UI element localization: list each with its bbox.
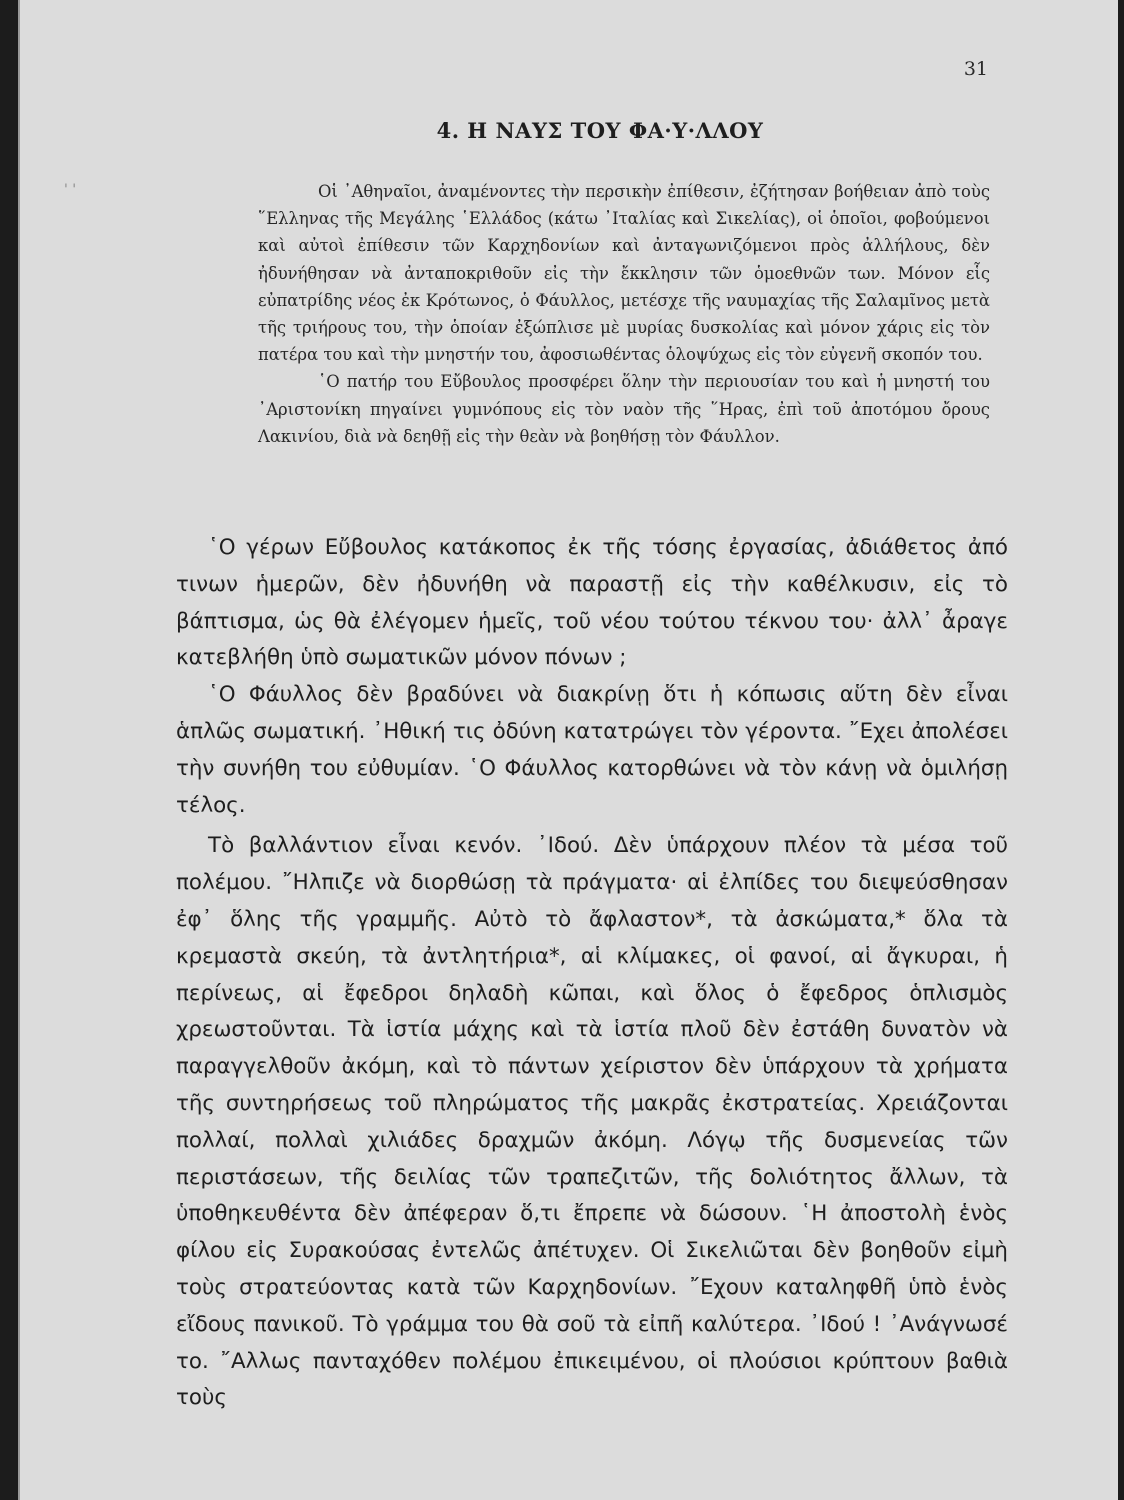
body-text bbox=[176, 530, 1008, 1417]
page-number: 31 bbox=[963, 58, 988, 80]
body-paragraph: ῾Ο Φάυλλος δὲν βραδύνει νὰ διακρίνῃ ὅτι ἡ κόπωσις αὕτη δὲν εἶναι ἁπλῶς σωματική. ᾽Ηθική τις ὀδύνη κατατρώγει τὸν γέροντα. ῎Εχει ἀπολέσει τὴν συνήθη του εὐθυμίαν. ῾Ο Φάυλλος κατορθώνει νὰ τὸν κάνῃ νὰ ὁμιλήσῃ τέλος. bbox=[176, 682, 1008, 818]
chapter-summary bbox=[258, 178, 990, 450]
body-paragraph: ῾Ο γέρων Εὔβουλος κατάκοπος ἐκ τῆς τόσης ἐργασίας, ἀδιάθετος ἀπό τινων ἡμερῶν, δὲν ἠδυνήθη νὰ παραστῇ εἰς τὴν καθέλκυσιν, εἰς τὸ βάπτισμα, ὡς θὰ ἐλέγομεν ἡμεῖς, τοῦ νέου τούτου τέκνου του· ἀλλ᾽ ἆραγε κατεβλήθη ὑπὸ σωματικῶν μόνον πόνων ; bbox=[176, 535, 1008, 671]
chapter-title: 4. Η ΝΑΥΣ ΤΟΥ ΦΑ·Υ·ΛΛΟΥ bbox=[436, 118, 764, 143]
book-page bbox=[18, 0, 1118, 1500]
summary-paragraph: Οἱ ᾽Αθηναῖοι, ἀναμένοντες τὴν περσικὴν ἐπίθεσιν, ἐζήτησαν βοήθειαν ἀπὸ τοὺς ῞Ελληνας τῆς Μεγάλης ῾Ελλάδος (κάτω ᾽Ιταλίας καὶ Σικελίας), οἱ ὁποῖοι, φοβούμενοι καὶ αὐτοὶ ἐπίθεσιν τῶν Καρχηδονίων καὶ ἀνταγωνιζόμενοι πρὸς ἀλλήλους, δὲν ἠδυνήθησαν νὰ ἀνταποκριθοῦν εἰς τὴν ἔκκλησιν τῶν ὁμοεθνῶν των. Μόνον εἷς εὐπατρίδης νέος ἐκ Κρότωνος, ὁ Φάυλλος, μετέσχε τῆς ναυμαχίας τῆς Σαλαμῖνος μετὰ τῆς τριήρους του, τὴν ὁποίαν ἐξώπλισε μὲ μυρίας δυσκολίας καὶ μόνον χάρις εἰς τὸν πατέρα του καὶ τὴν μνηστήν του, ἀφοσιωθέντας ὁλοψύχως εἰς τὸν εὐγενῆ σκοπόν του. bbox=[258, 182, 990, 365]
body-paragraph: Τὸ βαλλάντιον εἶναι κενόν. ᾽Ιδού. Δὲν ὑπάρχουν πλέον τὰ μέσα τοῦ πολέμου. ῎Ηλπιζε νὰ διορθώσῃ τὰ πράγματα· αἱ ἐλπίδες του διεψεύσθησαν ἐφ᾽ ὅλης τῆς γραμμῆς. Αὐτὸ τὸ ἄφλαστον*, τὰ ἀσκώματα,* ὅλα τὰ κρεμαστὰ σκεύη, τὰ ἀντλητήρια*, αἱ κλίμακες, οἱ φανοί, αἱ ἄγκυραι, ἡ περίνεως, αἱ ἔφεδροι δηλαδὴ κῶπαι, καὶ ὅλος ὁ ἔφεδρος ὁπλισμὸς χρεωστοῦνται. Τὰ ἱστία μάχης καὶ τὰ ἱστία πλοῦ δὲν ἐστάθη δυνατὸν νὰ παραγγελθοῦν ἀκόμη, καὶ τὸ πάντων χείριστον δὲν ὑπάρχουν τὰ χρήματα τῆς συντηρήσεως τοῦ πληρώματος τῆς μακρᾶς ἐκστρατείας. Χρειάζονται πολλαί, πολλαὶ χιλιάδες δραχμῶν ἀκόμη. Λόγῳ τῆς δυσμενείας τῶν περιστάσεων, τῆς δειλίας τῶν τραπεζιτῶν, τῆς δολιότητος ἄλλων, τὰ ὑποθηκευθέντα δὲν ἀπέφεραν ὅ,τι ἔπρεπε νὰ δώσουν. ῾Η ἀποστολὴ ἑνὸς φίλου εἰς Συρακούσας ἐντελῶς ἀπέτυχεν. Οἱ Σικελιῶται δὲν βοηθοῦν εἰμὴ τοὺς στρατεύοντας κατὰ τῶν Καρχηδονίων. ῎Εχουν καταληφθῆ ὑπὸ ἑνὸς εἴδους πανικοῦ. Τὸ γράμμα του θὰ σοῦ τὰ εἰπῆ καλύτερα. ᾽Ιδού ! ᾽Ανάγνωσέ το. ῎Αλλως πανταχόθεν πολέμου ἐπικειμένου, οἱ πλούσιοι κρύπτουν βαθιὰ τοὺς bbox=[176, 833, 1008, 1411]
margin-mark: ' ' bbox=[64, 182, 77, 198]
summary-paragraph: ῾Ο πατήρ του Εὔβουλος προσφέρει ὅλην τὴν περιουσίαν του καὶ ἡ μνηστή του ᾽Αριστονίκη πηγαίνει γυμνόπους εἰς τὸν ναὸν τῆς ῞Ηρας, ἐπὶ τοῦ ἀποτόμου ὄρους Λακινίου, διὰ νὰ δεηθῇ εἰς τὴν θεὰν νὰ βοηθήσῃ τὸν Φάυλλον. bbox=[258, 372, 990, 446]
